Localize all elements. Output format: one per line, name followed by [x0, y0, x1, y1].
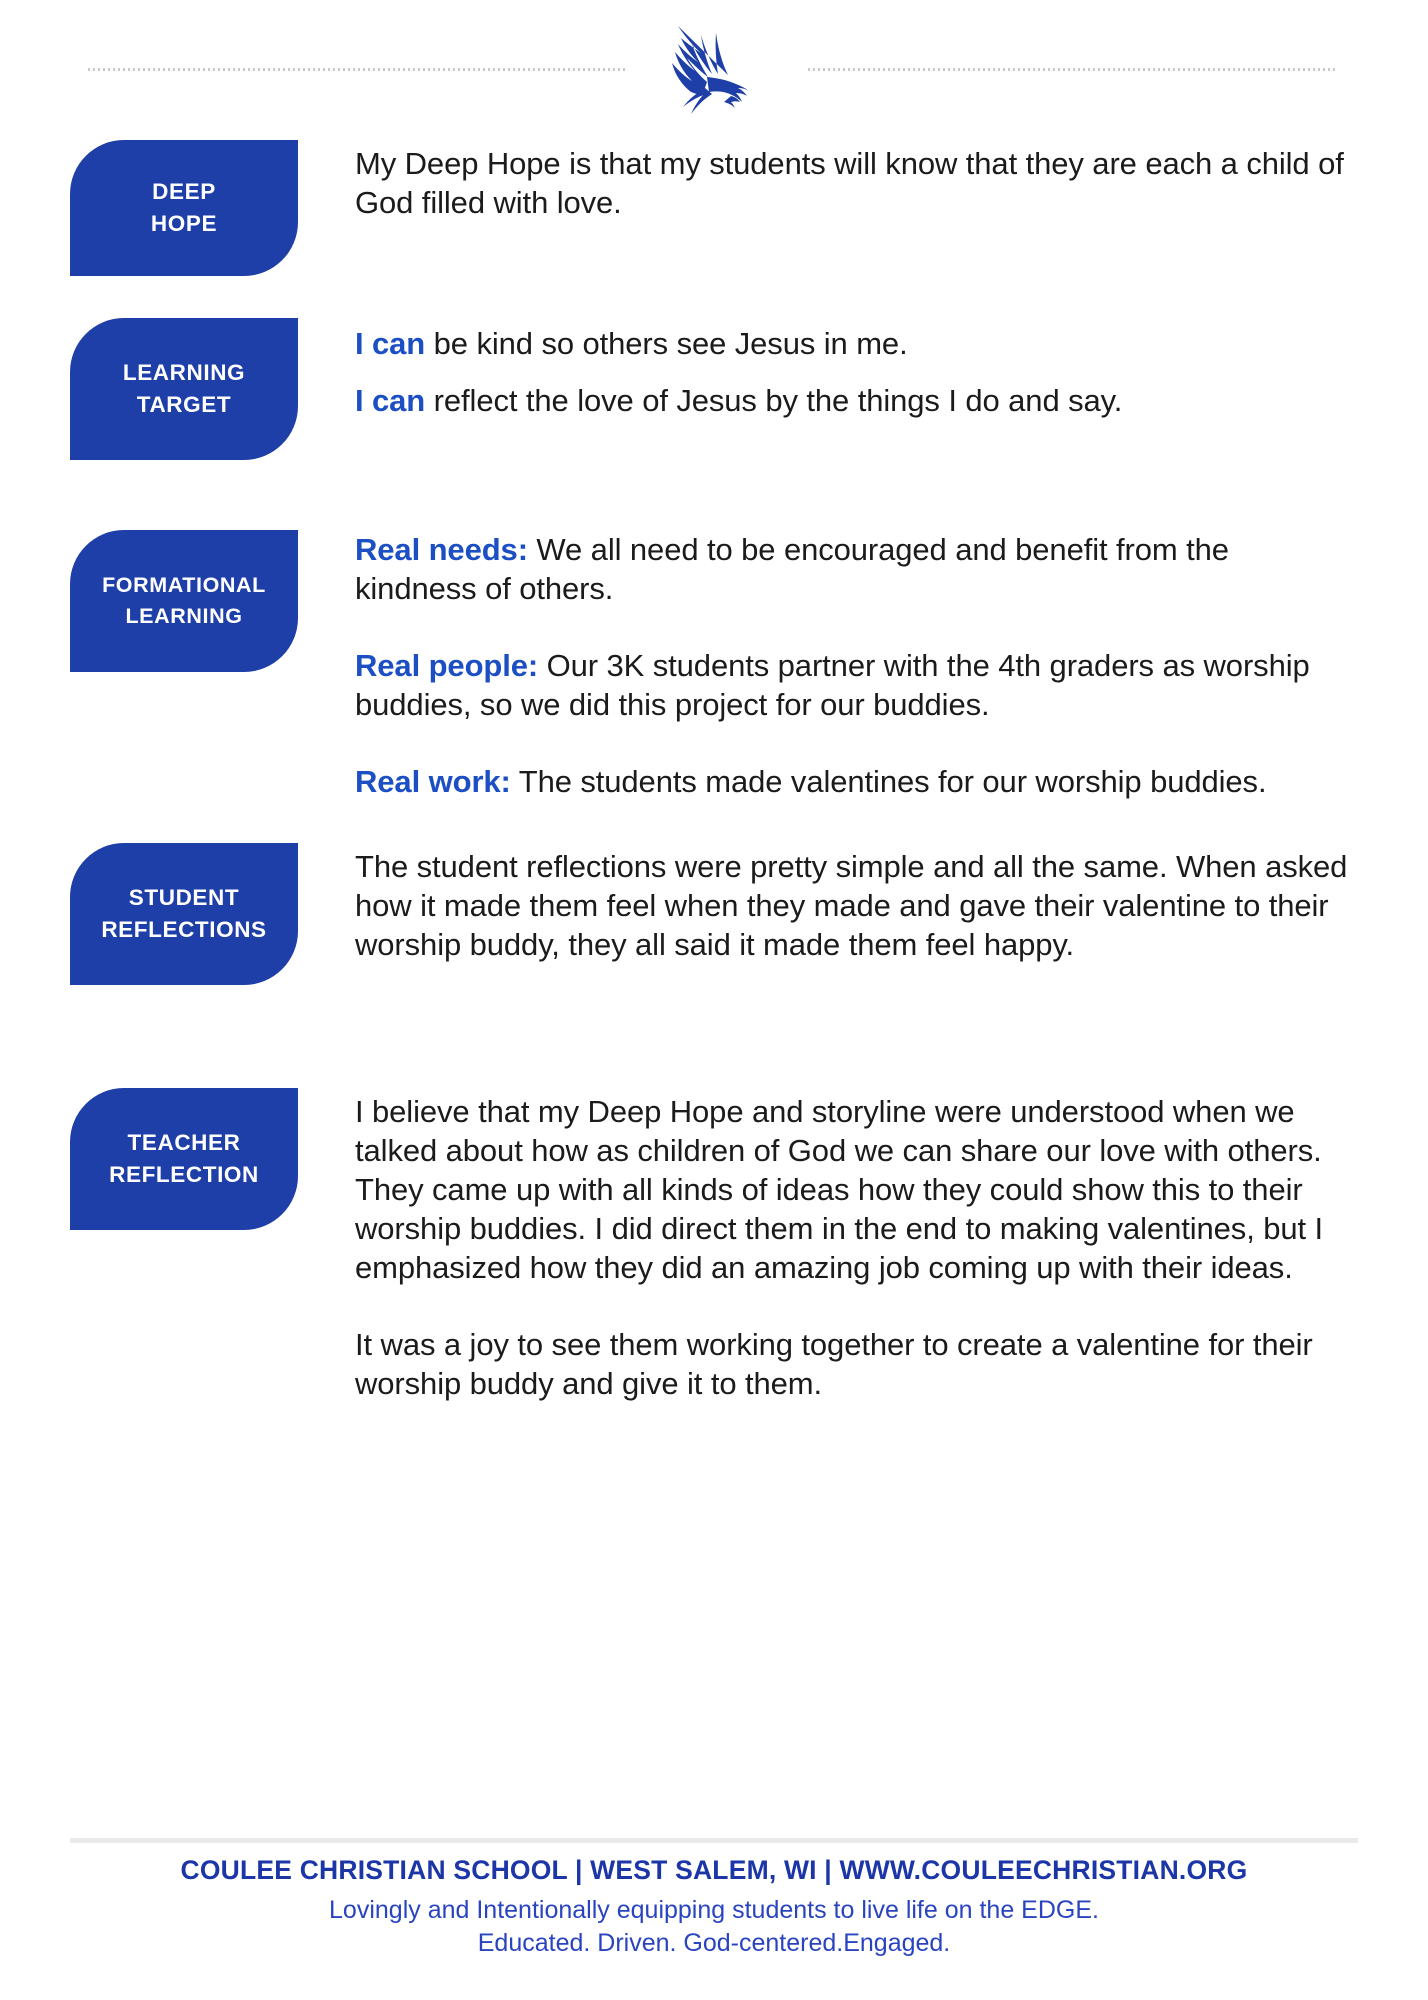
dotted-rule-right-icon	[808, 68, 1338, 71]
paragraph	[355, 381, 1355, 420]
page-header	[0, 0, 1428, 118]
paragraph-lead: Real work:	[355, 764, 511, 800]
footer-school-line: COULEE CHRISTIAN SCHOOL | WEST SALEM, WI | WWW.COULEECHRISTIAN.ORG	[180, 1855, 1248, 1885]
section-tab-label-line2: REFLECTIONS	[101, 917, 267, 942]
paragraph-text: It was a joy to see them working together to create a valentine for their worship buddy and give it to them.	[355, 1327, 1313, 1402]
paragraph-lead: Real people:	[355, 648, 539, 684]
page-footer	[0, 1855, 1428, 1960]
section-tab-deep-hope	[70, 140, 298, 276]
section-tab-label-line1: LEARNING	[122, 360, 246, 386]
paragraph	[355, 1092, 1355, 1287]
paragraph	[355, 144, 1355, 222]
paragraph	[355, 762, 1355, 801]
section-body-teacher-reflection	[355, 1092, 1355, 1403]
paragraph	[355, 847, 1355, 964]
section-tab-label-line2: TARGET	[136, 392, 232, 417]
paragraph-lead: Real needs:	[355, 532, 528, 567]
section-tab-label-line2: REFLECTION	[109, 1162, 259, 1187]
paragraph-text: The students made valentines for our worship buddies.	[510, 764, 1267, 800]
paragraph	[355, 324, 1355, 363]
paragraph	[355, 646, 1355, 724]
section-body-student-reflections	[355, 847, 1355, 964]
paragraph-lead: I can	[355, 326, 426, 361]
section-body-formational-learning	[355, 530, 1355, 801]
section-tab-label-line1: TEACHER	[127, 1130, 241, 1156]
section-tab-formational-learning	[70, 530, 298, 672]
footer-values: Educated. Driven. God-centered.Engaged.	[477, 1929, 951, 1957]
paragraph-lead: I can	[355, 383, 426, 419]
paragraph-text: reflect the love of Jesus by the things I do and say.	[425, 383, 1123, 419]
section-tab-label-line2: LEARNING	[125, 604, 243, 628]
paragraph-text: I believe that my Deep Hope and storyline were understood when we talked about how as children of God we can share our love with others. They came up with all kinds of ideas how they could show this to their worship buddies. I did direct them in the end to making valentines, but I emphasized how they did an amazing job coming up with their ideas.	[355, 1094, 1324, 1286]
paragraph-text: We all need to be encouraged and benefit from the kindness of others.	[355, 532, 1229, 607]
section-body-learning-target	[355, 324, 1355, 420]
paragraph-text: Our 3K students partner with the 4th graders as worship buddies, so we did this project for our buddies.	[355, 648, 1310, 723]
paragraph-text: My Deep Hope is that my students will know that they are each a child of God filled with love.	[355, 146, 1344, 221]
section-tab-label-line1: FORMATIONAL	[102, 573, 266, 598]
section-tab-student-reflections	[70, 843, 298, 985]
section-tab-label-line1: DEEP	[152, 179, 216, 205]
section-tab-label-line1: STUDENT	[128, 885, 240, 911]
paragraph	[355, 1325, 1355, 1403]
section-tab-learning-target	[70, 318, 298, 460]
section-tab-teacher-reflection	[70, 1088, 298, 1230]
paragraph	[355, 530, 1355, 608]
eagle-logo-icon	[645, 22, 765, 114]
section-tab-label-line2: HOPE	[150, 211, 218, 236]
paragraph-text: The student reflections were pretty simple and all the same. When asked how it made them feel when they made and gave their valentine to their worship buddy, they all said it made them feel happy.	[355, 849, 1348, 963]
dotted-rule-left-icon	[88, 68, 628, 71]
paragraph-text: be kind so others see Jesus in me.	[425, 326, 908, 361]
footer-tagline: Lovingly and Intentionally equipping students to live life on the EDGE.	[329, 1896, 1099, 1924]
footer-divider	[70, 1838, 1358, 1843]
section-body-deep-hope	[355, 144, 1355, 222]
